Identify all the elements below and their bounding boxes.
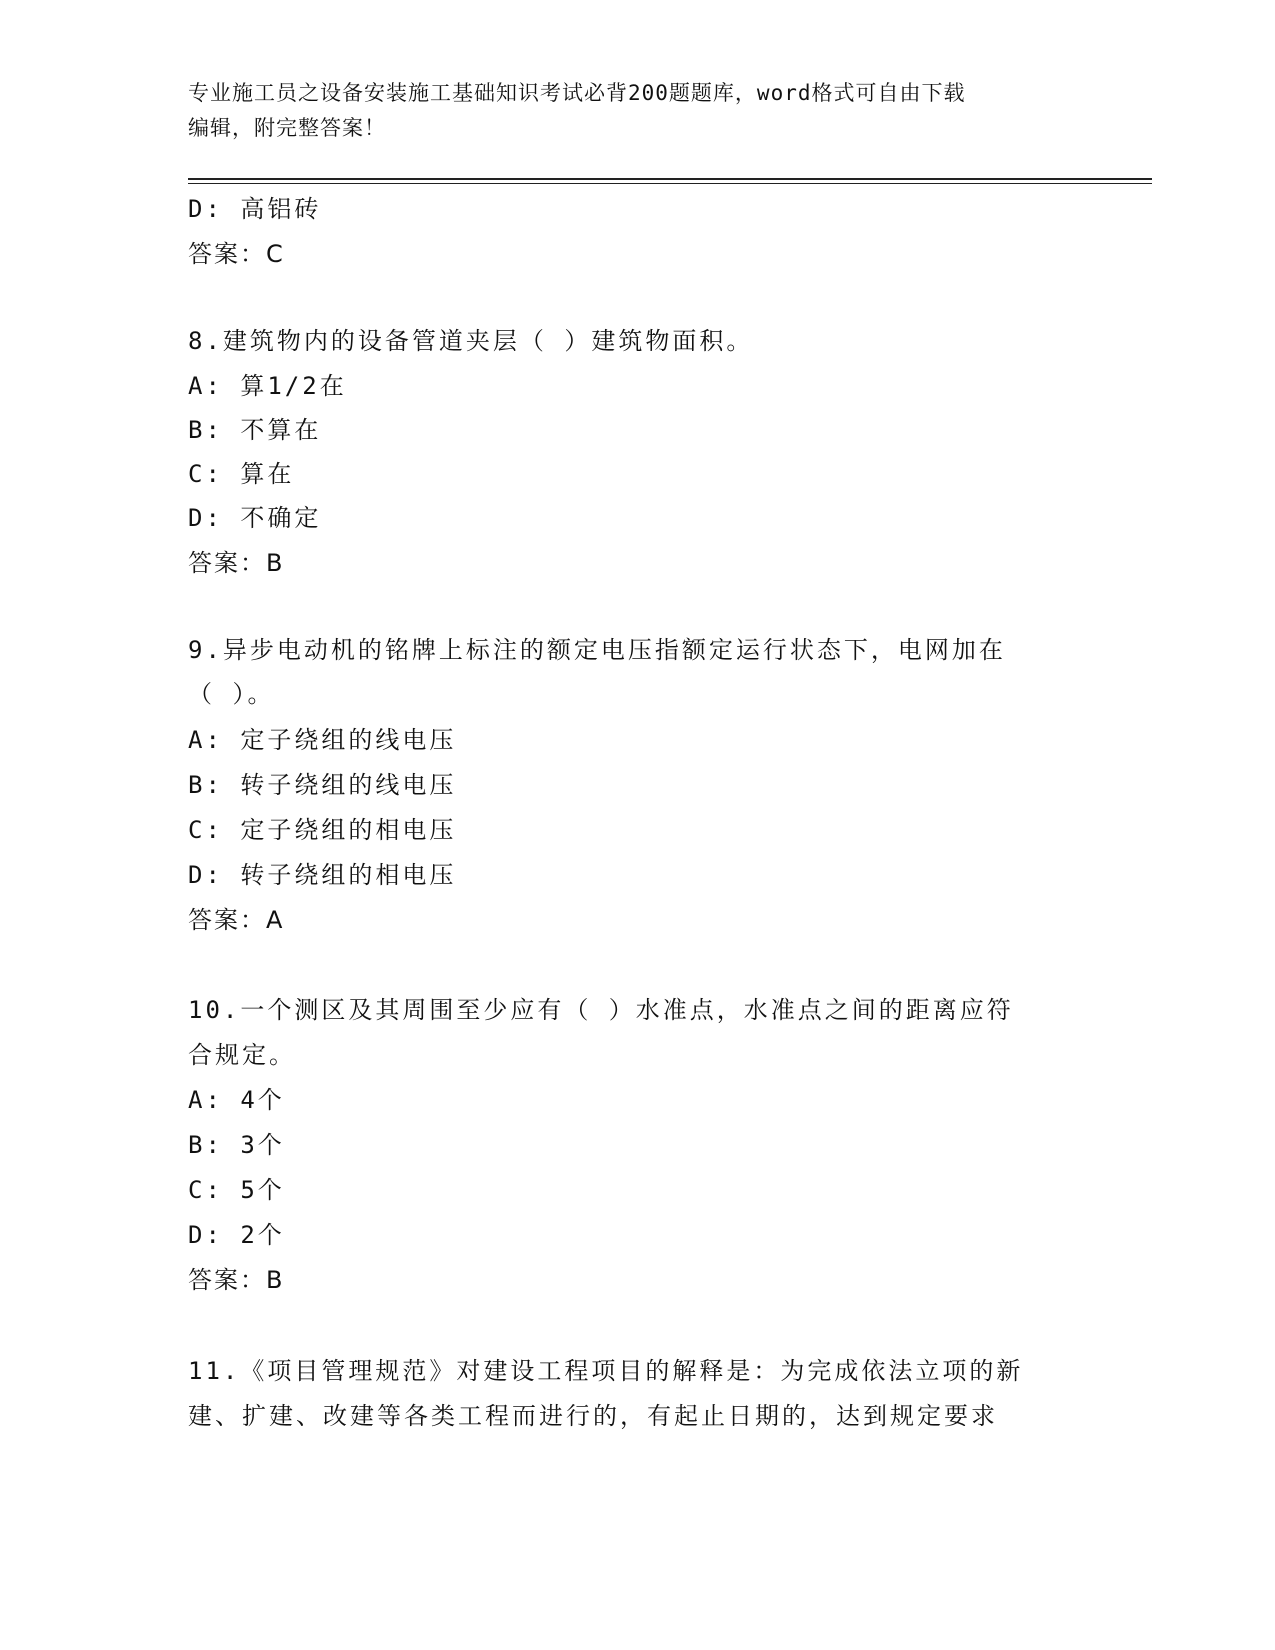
header-line-2: 编辑，附完整答案！ — [188, 116, 386, 140]
question-8-option-b: B: 不算在 — [188, 416, 322, 444]
header-divider-thin — [188, 183, 1152, 184]
question-9-option-c: C: 定子绕组的相电压 — [188, 816, 457, 844]
question-10-stem-line-2: 合规定。 — [188, 1041, 296, 1069]
question-8-option-d: D: 不确定 — [188, 504, 322, 532]
question-9-stem-line-2: （ ）。 — [188, 680, 275, 708]
question-8-answer: 答案：B — [188, 549, 285, 577]
prev-option-d: D: 高铝砖 — [188, 195, 322, 223]
question-8-option-c: C: 算在 — [188, 460, 295, 488]
question-10-option-a: A: 4个 — [188, 1086, 285, 1114]
question-11-stem-line-2: 建、扩建、改建等各类工程而进行的，有起止日期的，达到规定要求 — [188, 1402, 998, 1430]
question-9-option-d: D: 转子绕组的相电压 — [188, 861, 457, 889]
document-header — [188, 76, 1068, 146]
question-9-stem-line-1: 9.异步电动机的铭牌上标注的额定电压指额定运行状态下，电网加在 — [188, 636, 1006, 664]
question-8-option-a: A: 算1/2在 — [188, 372, 347, 400]
question-10-answer: 答案：B — [188, 1266, 285, 1294]
question-8-stem: 8.建筑物内的设备管道夹层（ ）建筑物面积。 — [188, 327, 754, 355]
question-11-stem-line-1: 11.《项目管理规范》对建设工程项目的解释是：为完成依法立项的新 — [188, 1357, 1024, 1385]
header-divider-thick — [188, 178, 1152, 180]
question-10-option-c: C: 5个 — [188, 1176, 285, 1204]
prev-answer: 答案：C — [188, 240, 285, 268]
question-9-answer: 答案：A — [188, 906, 285, 934]
question-10-option-b: B: 3个 — [188, 1131, 285, 1159]
header-line-1: 专业施工员之设备安装施工基础知识考试必背200题题库，word格式可自由下载 — [188, 81, 966, 105]
question-9-option-a: A: 定子绕组的线电压 — [188, 726, 457, 754]
question-10-option-d: D: 2个 — [188, 1221, 285, 1249]
question-9-option-b: B: 转子绕组的线电压 — [188, 771, 457, 799]
question-10-stem-line-1: 10.一个测区及其周围至少应有（ ）水准点，水准点之间的距离应符 — [188, 996, 1014, 1024]
